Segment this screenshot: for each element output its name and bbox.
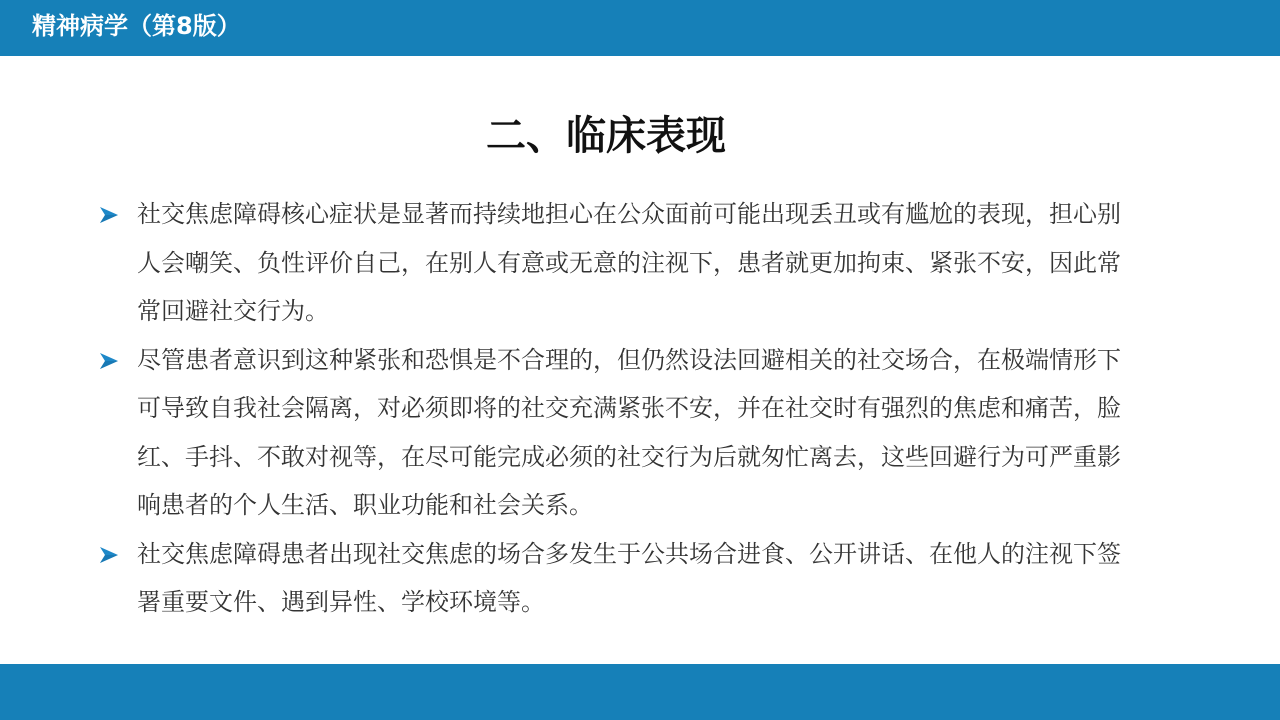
bullet-text: 社交焦虑障碍患者出现社交焦虑的场合多发生于公共场合进食、公开讲话、在他人的注视下签署重要文件、遇到异性、学校环境等。	[137, 539, 1121, 616]
bullet-list	[100, 190, 1140, 627]
bullet-text: 社交焦虑障碍核心症状是显著而持续地担心在公众面前可能出现丢丑或有尴尬的表现，担心别人会嘲笑、负性评价自己，在别人有意或无意的注视下，患者就更加拘束、紧张不安，因此常常回避社交行为。	[137, 200, 1121, 325]
chevron-right-icon	[100, 353, 118, 369]
chevron-right-icon	[100, 547, 118, 563]
bullet-item	[100, 530, 1140, 627]
slide-title: 二、临床表现	[486, 113, 726, 159]
header-bar	[0, 0, 1280, 56]
header-title: 精神病学（第8版）	[32, 12, 241, 40]
bullet-item	[100, 190, 1140, 336]
footer-bar	[0, 664, 1280, 720]
chevron-right-icon	[100, 207, 118, 223]
bullet-text: 尽管患者意识到这种紧张和恐惧是不合理的，但仍然设法回避相关的社交场合，在极端情形下可导致自我社会隔离，对必须即将的社交充满紧张不安，并在社交时有强烈的焦虑和痛苦，脸红、手抖、不敢对视等，在尽可能完成必须的社交行为后就匆忙离去，这些回避行为可严重影响患者的个人生活、职业功能和社会关系。	[137, 345, 1121, 519]
bullet-item	[100, 336, 1140, 530]
